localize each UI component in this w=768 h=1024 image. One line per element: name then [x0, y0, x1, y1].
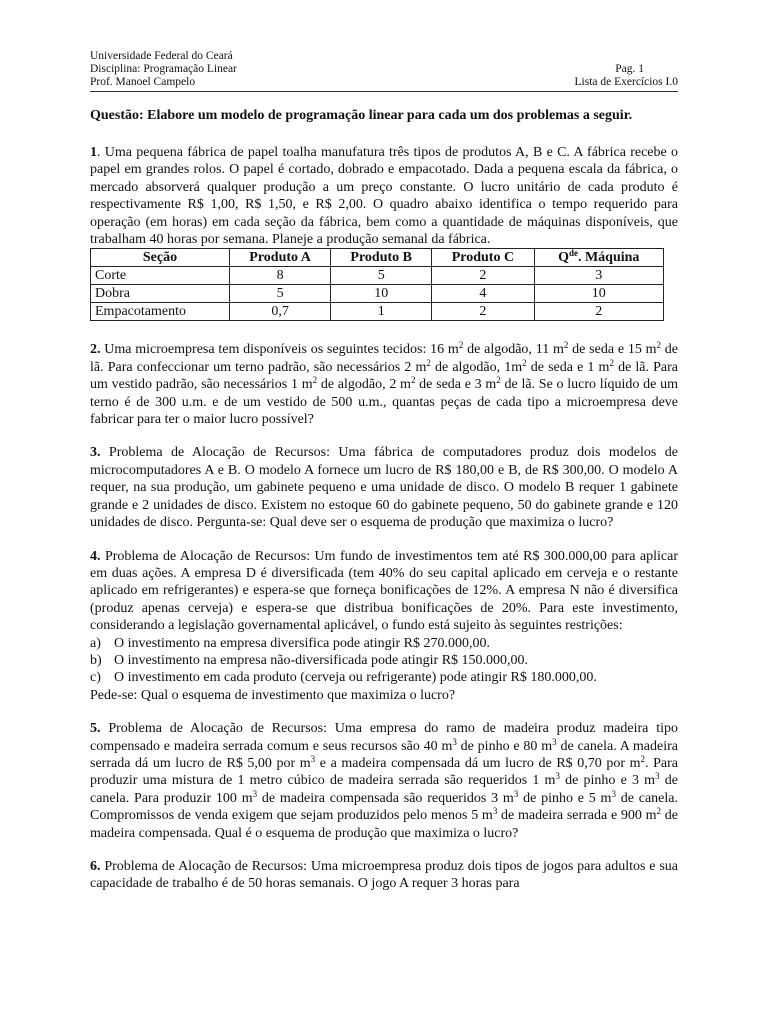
- table-cell: 8: [230, 267, 331, 285]
- header-university: Universidade Federal do Ceará: [90, 50, 233, 62]
- production-table: [90, 248, 664, 321]
- table-header-row: [91, 249, 664, 267]
- table-cell: Empacotamento: [91, 303, 230, 321]
- th-produto-c: Produto C: [432, 249, 534, 267]
- table-cell: 10: [331, 285, 432, 303]
- header-list-title: Lista de Exercícios I.0: [574, 76, 678, 88]
- th-produto-a: Produto A: [230, 249, 331, 267]
- table-cell: 3: [534, 267, 663, 285]
- problem-5-number: 5.: [90, 721, 101, 737]
- th-secao: Seção: [91, 249, 230, 267]
- problem-5: 5. Problema de Alocação de Recursos: Uma empresa do ramo de madeira produz madeira tipo compensado e madeira serrada comum e seus recursos são 40 $m^3$ de pinho e 80 $m^3$ de canela. A madeira serrada dá um lucro de R$ 5,00 por $m^3$ e a madeira compensada dá um lucro de R$ 0,70 por $m^2$. Para produzir uma mistura de 1 metro cúbico de madeira serrada são requeridos 1 $m^3$ de pinho e 3 $m^3$ de canela. Para produzir 100 $m^3$ de madeira compensada são requeridos 3 $m^3$ de pinho e 5 $m^3$ de canela. Compromissos de venda exigem que sejam produzidos pelo menos 5 $m^3$ de madeira serrada e 900 $m^2$ de madeira compensada. Qual é o esquema de produção que maximiza o lucro?: [90, 721, 678, 841]
- problem-6-text: Problema de Alocação de Recursos: Uma microempresa produz dois tipos de jogos para adultos e sua capacidade de trabalho é de 50 horas semanais. O jogo A requer 3 horas para: [90, 859, 678, 892]
- problem-4: [90, 548, 678, 705]
- problem-1: [90, 144, 678, 248]
- problem-2: 2. Uma microempresa tem disponíveis os seguintes tecidos: 16 $m^2$ de algodão, 11 $m^2$ de seda e 15 $m^2$ de lã. Para confeccionar um terno padrão, são necessários 2 $m^2$ de algodão, $1m^2$ de seda e 1 $m^2$ de lã. Para um vestido padrão, são necessários 1 $m^2$ de algodão, 2 $m^2$ de seda e 3 $m^2$ de lã. Se o lucro líquido de um terno é de 300 u.m. e de um vestido de 500 u.m., quantas peças de cada tipo a microempresa deve fabricar para ter o maior lucro possível?: [90, 340, 679, 428]
- table-cell: 0,7: [230, 303, 331, 321]
- list-item: b) O investimento na empresa não-diversificada pode atingir R$ 150.000,00.: [90, 652, 529, 668]
- page-header: [90, 50, 678, 92]
- th-qtd-maquina: $Q^{de}$. Máquina: [534, 249, 663, 267]
- header-discipline: Disciplina: Programação Linear: [90, 63, 237, 75]
- table-cell: 4: [432, 285, 534, 303]
- problem-6-number: 6.: [90, 859, 101, 874]
- problem-3-number: 3.: [90, 445, 101, 461]
- problem-2-number: 2.: [90, 342, 101, 358]
- problem-1-number: 1: [90, 145, 97, 160]
- problem-4-number: 4.: [90, 548, 101, 564]
- header-page-number: Pag. 1: [615, 63, 644, 75]
- header-professor: Prof. Manoel Campelo: [90, 76, 196, 88]
- table-row: [91, 285, 664, 303]
- table-row: [91, 303, 664, 321]
- table-cell: 2: [534, 303, 663, 321]
- table-cell: 2: [432, 303, 534, 321]
- question-heading: Questão: Elabore um modelo de programação linear para cada um dos problemas a seguir.: [90, 108, 633, 123]
- problem-4-question: Pede-se: Qual o esquema de investimento que maximiza o lucro?: [90, 687, 456, 703]
- problem-3-text: Problema de Alocação de Recursos: Uma fábrica de computadores produz dois modelos de microcomputadores A e B. O modelo A fornece um lucro de R$ 180,00 e B, de R$ 300,00. O modelo A requer, na sua produção, um gabinete pequeno e uma unidade de disco. O modelo B requer 1 gabinete grande e 2 unidades de disco. Existem no estoque 60 do gabinete pequeno, 50 do gabinete grande e 120 unidades de disco. Pergunta-se: Qual deve ser o esquema de produção que maximiza o lucro?: [90, 445, 678, 531]
- table-cell: 5: [230, 285, 331, 303]
- problem-3: [90, 444, 678, 531]
- problem-1-text: . Uma pequena fábrica de papel toalha manufatura três tipos de produtos A, B e C. A fábrica recebe o papel em grandes rolos. O papel é cortado, dobrado e empacotado. Dada a pequena escala da fábrica, o mercado absorverá qualquer produção a um preço constante. O lucro unitário de cada produto é respectivamente R$ 1,00, R$ 1,50, e R$ 2,00. O quadro abaixo identifica o tempo requerido para operação (em horas) em cada seção da fábrica, bem como a quantidade de máquinas disponíveis, que trabalham 40 horas por semana. Planeje a produção semanal da fábrica.: [90, 145, 678, 248]
- list-item: c) O investimento em cada produto (cerveja ou refrigerante) pode atingir R$ 180.000,00.: [90, 670, 597, 686]
- table-cell: 10: [534, 285, 663, 303]
- table-row: [91, 267, 664, 285]
- table-cell: 5: [331, 267, 432, 285]
- problem-6: [90, 858, 678, 893]
- th-produto-b: Produto B: [331, 249, 432, 267]
- table-cell: Dobra: [91, 285, 230, 303]
- table-cell: 1: [331, 303, 432, 321]
- table-cell: 2: [432, 267, 534, 285]
- table-cell: Corte: [91, 267, 230, 285]
- restriction-list: [90, 635, 678, 687]
- list-item: a) O investimento na empresa diversifica pode atingir R$ 270.000,00.: [90, 635, 490, 651]
- problem-4-text: Problema de Alocação de Recursos: Um fundo de investimentos tem até R$ 300.000,00 para aplicar em duas ações. A empresa D é diversificada (tem 40% do seu capital aplicado em cerveja e o restante aplicado em refrigerantes) e espera-se que forneça bonificações de 12%. A empresa N não é diversifica (produz apenas cerveja) e espera-se que distribua bonificações de 20%. Para este investimento, considerando a legislação governamental aplicável, o fundo está sujeito às seguintes restrições:: [90, 548, 678, 634]
- header-rule: [90, 91, 678, 92]
- document-page: [90, 50, 678, 893]
